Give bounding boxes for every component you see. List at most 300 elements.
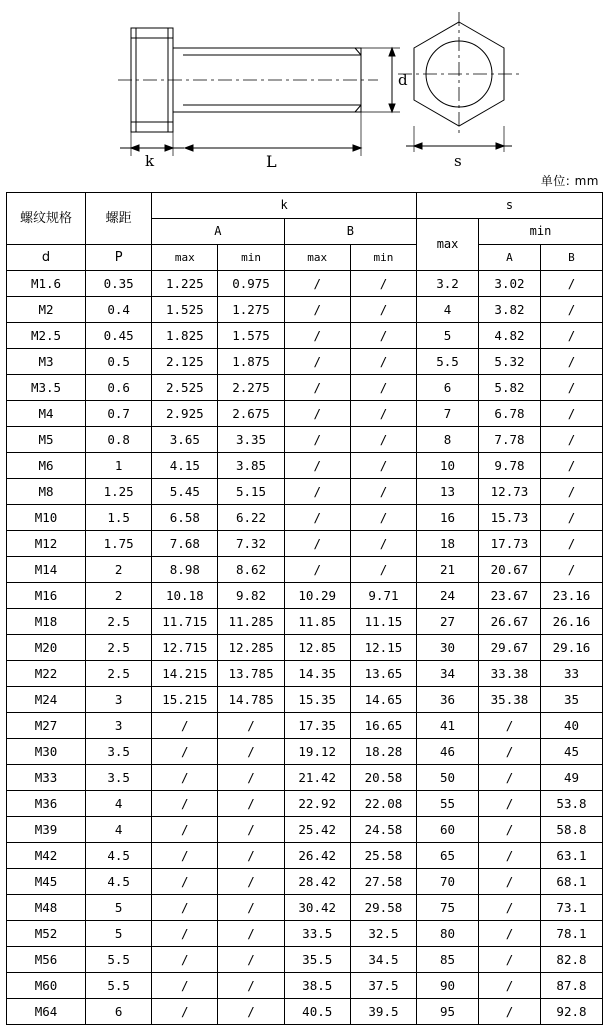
cell-value: /	[218, 973, 284, 999]
cell-value: /	[350, 453, 416, 479]
table-row	[7, 349, 603, 375]
cell-value: /	[479, 973, 541, 999]
cell-value: /	[350, 401, 416, 427]
cell-value: 34.5	[350, 947, 416, 973]
table-row	[7, 375, 603, 401]
cell-value: 5.82	[479, 375, 541, 401]
cell-value: 9.71	[350, 583, 416, 609]
cell-value: 10.29	[284, 583, 350, 609]
cell-value: 6	[86, 999, 152, 1025]
unit-note: 单位: mm	[540, 174, 599, 188]
header-k: k	[152, 193, 417, 219]
table-row	[7, 427, 603, 453]
cell-value: 1.575	[218, 323, 284, 349]
cell-value: 3.82	[479, 297, 541, 323]
cell-value: /	[284, 401, 350, 427]
cell-value: 4.5	[86, 869, 152, 895]
cell-value: 7.68	[152, 531, 218, 557]
table-row	[7, 921, 603, 947]
table-row	[7, 479, 603, 505]
dimension-label-d: d	[398, 71, 408, 89]
cell-value: 28.42	[284, 869, 350, 895]
cell-value: /	[540, 427, 602, 453]
cell-value: /	[350, 427, 416, 453]
cell-thread-spec: M3	[7, 349, 86, 375]
cell-value: 34	[417, 661, 479, 687]
cell-value: 1.25	[86, 479, 152, 505]
cell-value: /	[350, 479, 416, 505]
table-row	[7, 583, 603, 609]
cell-value: /	[479, 921, 541, 947]
cell-value: /	[540, 323, 602, 349]
table-row	[7, 453, 603, 479]
cell-thread-spec: M36	[7, 791, 86, 817]
cell-value: /	[479, 869, 541, 895]
cell-value: 29.58	[350, 895, 416, 921]
header-thread-spec-symbol: d	[7, 245, 86, 271]
cell-thread-spec: M5	[7, 427, 86, 453]
header-row-1	[7, 193, 603, 219]
cell-thread-spec: M64	[7, 999, 86, 1025]
cell-value: 2.675	[218, 401, 284, 427]
cell-value: /	[284, 479, 350, 505]
cell-value: /	[284, 427, 350, 453]
cell-value: 21	[417, 557, 479, 583]
cell-value: /	[479, 999, 541, 1025]
table-row	[7, 973, 603, 999]
cell-value: 3.5	[86, 765, 152, 791]
cell-value: 40.5	[284, 999, 350, 1025]
dimension-label-L: L	[266, 152, 277, 171]
cell-value: /	[540, 271, 602, 297]
cell-value: /	[218, 947, 284, 973]
cell-value: 12.73	[479, 479, 541, 505]
cell-thread-spec: M20	[7, 635, 86, 661]
cell-value: /	[218, 817, 284, 843]
table-row	[7, 791, 603, 817]
table-row	[7, 271, 603, 297]
cell-value: /	[479, 843, 541, 869]
cell-thread-spec: M1.6	[7, 271, 86, 297]
cell-value: 5.5	[417, 349, 479, 375]
table-row	[7, 843, 603, 869]
cell-thread-spec: M22	[7, 661, 86, 687]
cell-value: 26.16	[540, 609, 602, 635]
table-row	[7, 869, 603, 895]
cell-value: 22.08	[350, 791, 416, 817]
cell-value: 7.78	[479, 427, 541, 453]
cell-value: 25.42	[284, 817, 350, 843]
cell-value: 29.67	[479, 635, 541, 661]
cell-value: 0.6	[86, 375, 152, 401]
cell-value: 45	[540, 739, 602, 765]
cell-value: 2.5	[86, 635, 152, 661]
cell-value: 5	[417, 323, 479, 349]
cell-value: 75	[417, 895, 479, 921]
cell-value: /	[540, 479, 602, 505]
cell-value: 3.02	[479, 271, 541, 297]
cell-value: 0.7	[86, 401, 152, 427]
cell-value: 1.825	[152, 323, 218, 349]
cell-value: 95	[417, 999, 479, 1025]
cell-thread-spec: M60	[7, 973, 86, 999]
cell-value: /	[540, 401, 602, 427]
cell-value: 35.38	[479, 687, 541, 713]
cell-value: 0.975	[218, 271, 284, 297]
cell-value: 40	[540, 713, 602, 739]
cell-value: 24.58	[350, 817, 416, 843]
cell-value: 55	[417, 791, 479, 817]
cell-value: 0.5	[86, 349, 152, 375]
cell-value: 3	[86, 713, 152, 739]
cell-value: 6	[417, 375, 479, 401]
cell-value: 25.58	[350, 843, 416, 869]
cell-value: 22.92	[284, 791, 350, 817]
cell-value: 5.32	[479, 349, 541, 375]
cell-value: 16	[417, 505, 479, 531]
cell-value: 14.785	[218, 687, 284, 713]
cell-value: /	[350, 271, 416, 297]
cell-thread-spec: M45	[7, 869, 86, 895]
table-row	[7, 817, 603, 843]
cell-value: /	[479, 765, 541, 791]
cell-value: 14.215	[152, 661, 218, 687]
cell-value: 13.785	[218, 661, 284, 687]
cell-thread-spec: M10	[7, 505, 86, 531]
cell-value: /	[152, 713, 218, 739]
cell-value: 2.5	[86, 661, 152, 687]
cell-value: 33.5	[284, 921, 350, 947]
cell-value: /	[218, 869, 284, 895]
cell-value: 35.5	[284, 947, 350, 973]
cell-value: /	[350, 323, 416, 349]
cell-value: /	[218, 713, 284, 739]
cell-thread-spec: M52	[7, 921, 86, 947]
cell-thread-spec: M39	[7, 817, 86, 843]
header-k-A-max: max	[152, 245, 218, 271]
cell-thread-spec: M27	[7, 713, 86, 739]
cell-value: 15.215	[152, 687, 218, 713]
cell-value: 3.2	[417, 271, 479, 297]
cell-value: 60	[417, 817, 479, 843]
cell-value: /	[350, 557, 416, 583]
cell-value: 10.18	[152, 583, 218, 609]
cell-thread-spec: M33	[7, 765, 86, 791]
cell-value: 68.1	[540, 869, 602, 895]
header-thread-spec: 螺纹规格	[7, 193, 86, 245]
header-s-max: max	[417, 219, 479, 271]
cell-value: 2.275	[218, 375, 284, 401]
cell-value: 14.65	[350, 687, 416, 713]
cell-value: 6.22	[218, 505, 284, 531]
cell-value: 2.925	[152, 401, 218, 427]
cell-value: /	[479, 817, 541, 843]
header-k-A: A	[152, 219, 284, 245]
cell-value: 21.42	[284, 765, 350, 791]
cell-value: 12.285	[218, 635, 284, 661]
cell-value: 9.82	[218, 583, 284, 609]
cell-value: /	[152, 765, 218, 791]
cell-value: 0.35	[86, 271, 152, 297]
cell-value: /	[479, 895, 541, 921]
cell-value: 23.67	[479, 583, 541, 609]
cell-value: /	[218, 895, 284, 921]
cell-value: /	[152, 973, 218, 999]
cell-thread-spec: M14	[7, 557, 86, 583]
cell-value: /	[152, 817, 218, 843]
cell-value: /	[152, 895, 218, 921]
cell-value: /	[540, 349, 602, 375]
cell-thread-spec: M12	[7, 531, 86, 557]
bolt-drawing-svg	[0, 0, 609, 172]
cell-value: /	[218, 921, 284, 947]
cell-value: 3.5	[86, 739, 152, 765]
cell-value: 5	[86, 921, 152, 947]
cell-value: 92.8	[540, 999, 602, 1025]
cell-value: 80	[417, 921, 479, 947]
cell-value: /	[540, 505, 602, 531]
cell-value: 11.85	[284, 609, 350, 635]
header-s-min-B: B	[540, 245, 602, 271]
cell-value: 19.12	[284, 739, 350, 765]
dimension-label-s: s	[454, 152, 462, 170]
cell-value: 0.45	[86, 323, 152, 349]
cell-value: 39.5	[350, 999, 416, 1025]
cell-value: 85	[417, 947, 479, 973]
cell-value: 17.73	[479, 531, 541, 557]
cell-value: 30.42	[284, 895, 350, 921]
cell-value: 4.5	[86, 843, 152, 869]
cell-value: 3.65	[152, 427, 218, 453]
cell-value: /	[540, 531, 602, 557]
cell-value: /	[284, 557, 350, 583]
cell-value: 6.78	[479, 401, 541, 427]
cell-value: /	[540, 557, 602, 583]
cell-value: 33	[540, 661, 602, 687]
cell-value: /	[152, 869, 218, 895]
cell-thread-spec: M48	[7, 895, 86, 921]
cell-value: /	[284, 271, 350, 297]
table-row	[7, 609, 603, 635]
cell-value: 18	[417, 531, 479, 557]
cell-value: /	[479, 791, 541, 817]
cell-value: /	[479, 947, 541, 973]
cell-value: 4.82	[479, 323, 541, 349]
cell-value: 70	[417, 869, 479, 895]
cell-thread-spec: M56	[7, 947, 86, 973]
cell-value: 10	[417, 453, 479, 479]
table-row	[7, 999, 603, 1025]
cell-value: 90	[417, 973, 479, 999]
cell-value: 35	[540, 687, 602, 713]
cell-value: 9.78	[479, 453, 541, 479]
cell-value: 2	[86, 557, 152, 583]
cell-value: /	[218, 999, 284, 1025]
header-row-3	[7, 245, 603, 271]
table-row	[7, 947, 603, 973]
cell-value: 11.715	[152, 609, 218, 635]
cell-value: 1	[86, 453, 152, 479]
table-row	[7, 895, 603, 921]
header-pitch-symbol: P	[86, 245, 152, 271]
cell-value: /	[540, 375, 602, 401]
cell-value: 33.38	[479, 661, 541, 687]
cell-value: 12.715	[152, 635, 218, 661]
cell-value: 38.5	[284, 973, 350, 999]
cell-thread-spec: M16	[7, 583, 86, 609]
dimension-label-k: k	[145, 152, 155, 170]
cell-value: 13	[417, 479, 479, 505]
table-row	[7, 297, 603, 323]
cell-value: 63.1	[540, 843, 602, 869]
cell-thread-spec: M42	[7, 843, 86, 869]
cell-value: /	[284, 531, 350, 557]
cell-value: 14.35	[284, 661, 350, 687]
cell-value: 27.58	[350, 869, 416, 895]
cell-value: 78.1	[540, 921, 602, 947]
dimension-table-wrapper	[6, 192, 603, 1025]
cell-value: /	[218, 739, 284, 765]
cell-value: 6.58	[152, 505, 218, 531]
cell-value: 3.85	[218, 453, 284, 479]
cell-value: 5.15	[218, 479, 284, 505]
cell-value: 23.16	[540, 583, 602, 609]
table-row	[7, 401, 603, 427]
cell-thread-spec: M3.5	[7, 375, 86, 401]
cell-thread-spec: M2.5	[7, 323, 86, 349]
cell-value: /	[479, 713, 541, 739]
cell-value: 41	[417, 713, 479, 739]
cell-value: /	[284, 323, 350, 349]
cell-value: 30	[417, 635, 479, 661]
header-s: s	[417, 193, 603, 219]
cell-value: /	[284, 505, 350, 531]
cell-value: 37.5	[350, 973, 416, 999]
cell-value: /	[152, 921, 218, 947]
cell-value: 16.65	[350, 713, 416, 739]
cell-value: 8	[417, 427, 479, 453]
cell-thread-spec: M4	[7, 401, 86, 427]
cell-value: 20.58	[350, 765, 416, 791]
header-s-min: min	[479, 219, 603, 245]
cell-value: 49	[540, 765, 602, 791]
cell-value: 73.1	[540, 895, 602, 921]
cell-thread-spec: M8	[7, 479, 86, 505]
cell-value: 5.5	[86, 947, 152, 973]
cell-value: 26.67	[479, 609, 541, 635]
cell-value: 7.32	[218, 531, 284, 557]
cell-value: 1.225	[152, 271, 218, 297]
bolt-drawing	[0, 0, 609, 188]
cell-value: 4	[86, 791, 152, 817]
table-row	[7, 765, 603, 791]
cell-value: /	[218, 791, 284, 817]
cell-value: 8.98	[152, 557, 218, 583]
cell-value: 0.4	[86, 297, 152, 323]
table-row	[7, 635, 603, 661]
cell-value: 4	[86, 817, 152, 843]
cell-value: 5.45	[152, 479, 218, 505]
cell-value: 53.8	[540, 791, 602, 817]
cell-value: 12.85	[284, 635, 350, 661]
cell-value: /	[218, 765, 284, 791]
cell-value: /	[350, 505, 416, 531]
header-pitch: 螺距	[86, 193, 152, 245]
cell-value: 1.275	[218, 297, 284, 323]
cell-value: 26.42	[284, 843, 350, 869]
table-row	[7, 739, 603, 765]
cell-value: /	[284, 349, 350, 375]
cell-value: 50	[417, 765, 479, 791]
header-k-B-min: min	[350, 245, 416, 271]
cell-value: 18.28	[350, 739, 416, 765]
cell-value: 36	[417, 687, 479, 713]
cell-value: /	[152, 947, 218, 973]
cell-value: /	[540, 297, 602, 323]
cell-value: 58.8	[540, 817, 602, 843]
cell-value: /	[284, 375, 350, 401]
cell-value: 8.62	[218, 557, 284, 583]
cell-value: 2.5	[86, 609, 152, 635]
cell-value: 17.35	[284, 713, 350, 739]
table-row	[7, 713, 603, 739]
cell-value: 4.15	[152, 453, 218, 479]
cell-value: 87.8	[540, 973, 602, 999]
cell-value: /	[152, 843, 218, 869]
cell-value: 12.15	[350, 635, 416, 661]
cell-value: /	[350, 297, 416, 323]
cell-value: /	[479, 739, 541, 765]
cell-thread-spec: M6	[7, 453, 86, 479]
table-header	[7, 193, 603, 271]
table-row	[7, 323, 603, 349]
cell-value: /	[284, 453, 350, 479]
table-row	[7, 557, 603, 583]
table-row	[7, 531, 603, 557]
table-row	[7, 505, 603, 531]
dimension-table	[6, 192, 603, 1025]
cell-value: 13.65	[350, 661, 416, 687]
header-s-min-A: A	[479, 245, 541, 271]
cell-value: 11.15	[350, 609, 416, 635]
cell-value: 46	[417, 739, 479, 765]
cell-value: 1.75	[86, 531, 152, 557]
cell-value: 32.5	[350, 921, 416, 947]
cell-value: /	[540, 453, 602, 479]
cell-value: 3.35	[218, 427, 284, 453]
cell-value: 2.525	[152, 375, 218, 401]
cell-value: /	[284, 297, 350, 323]
cell-thread-spec: M30	[7, 739, 86, 765]
cell-value: 11.285	[218, 609, 284, 635]
cell-thread-spec: M18	[7, 609, 86, 635]
cell-thread-spec: M24	[7, 687, 86, 713]
cell-value: 2.125	[152, 349, 218, 375]
cell-value: 29.16	[540, 635, 602, 661]
cell-value: /	[152, 739, 218, 765]
cell-value: 27	[417, 609, 479, 635]
cell-value: 24	[417, 583, 479, 609]
table-row	[7, 687, 603, 713]
cell-value: 1.5	[86, 505, 152, 531]
header-k-B-max: max	[284, 245, 350, 271]
cell-value: /	[350, 531, 416, 557]
cell-value: 4	[417, 297, 479, 323]
cell-value: 15.35	[284, 687, 350, 713]
cell-value: /	[218, 843, 284, 869]
cell-value: 20.67	[479, 557, 541, 583]
cell-value: 15.73	[479, 505, 541, 531]
